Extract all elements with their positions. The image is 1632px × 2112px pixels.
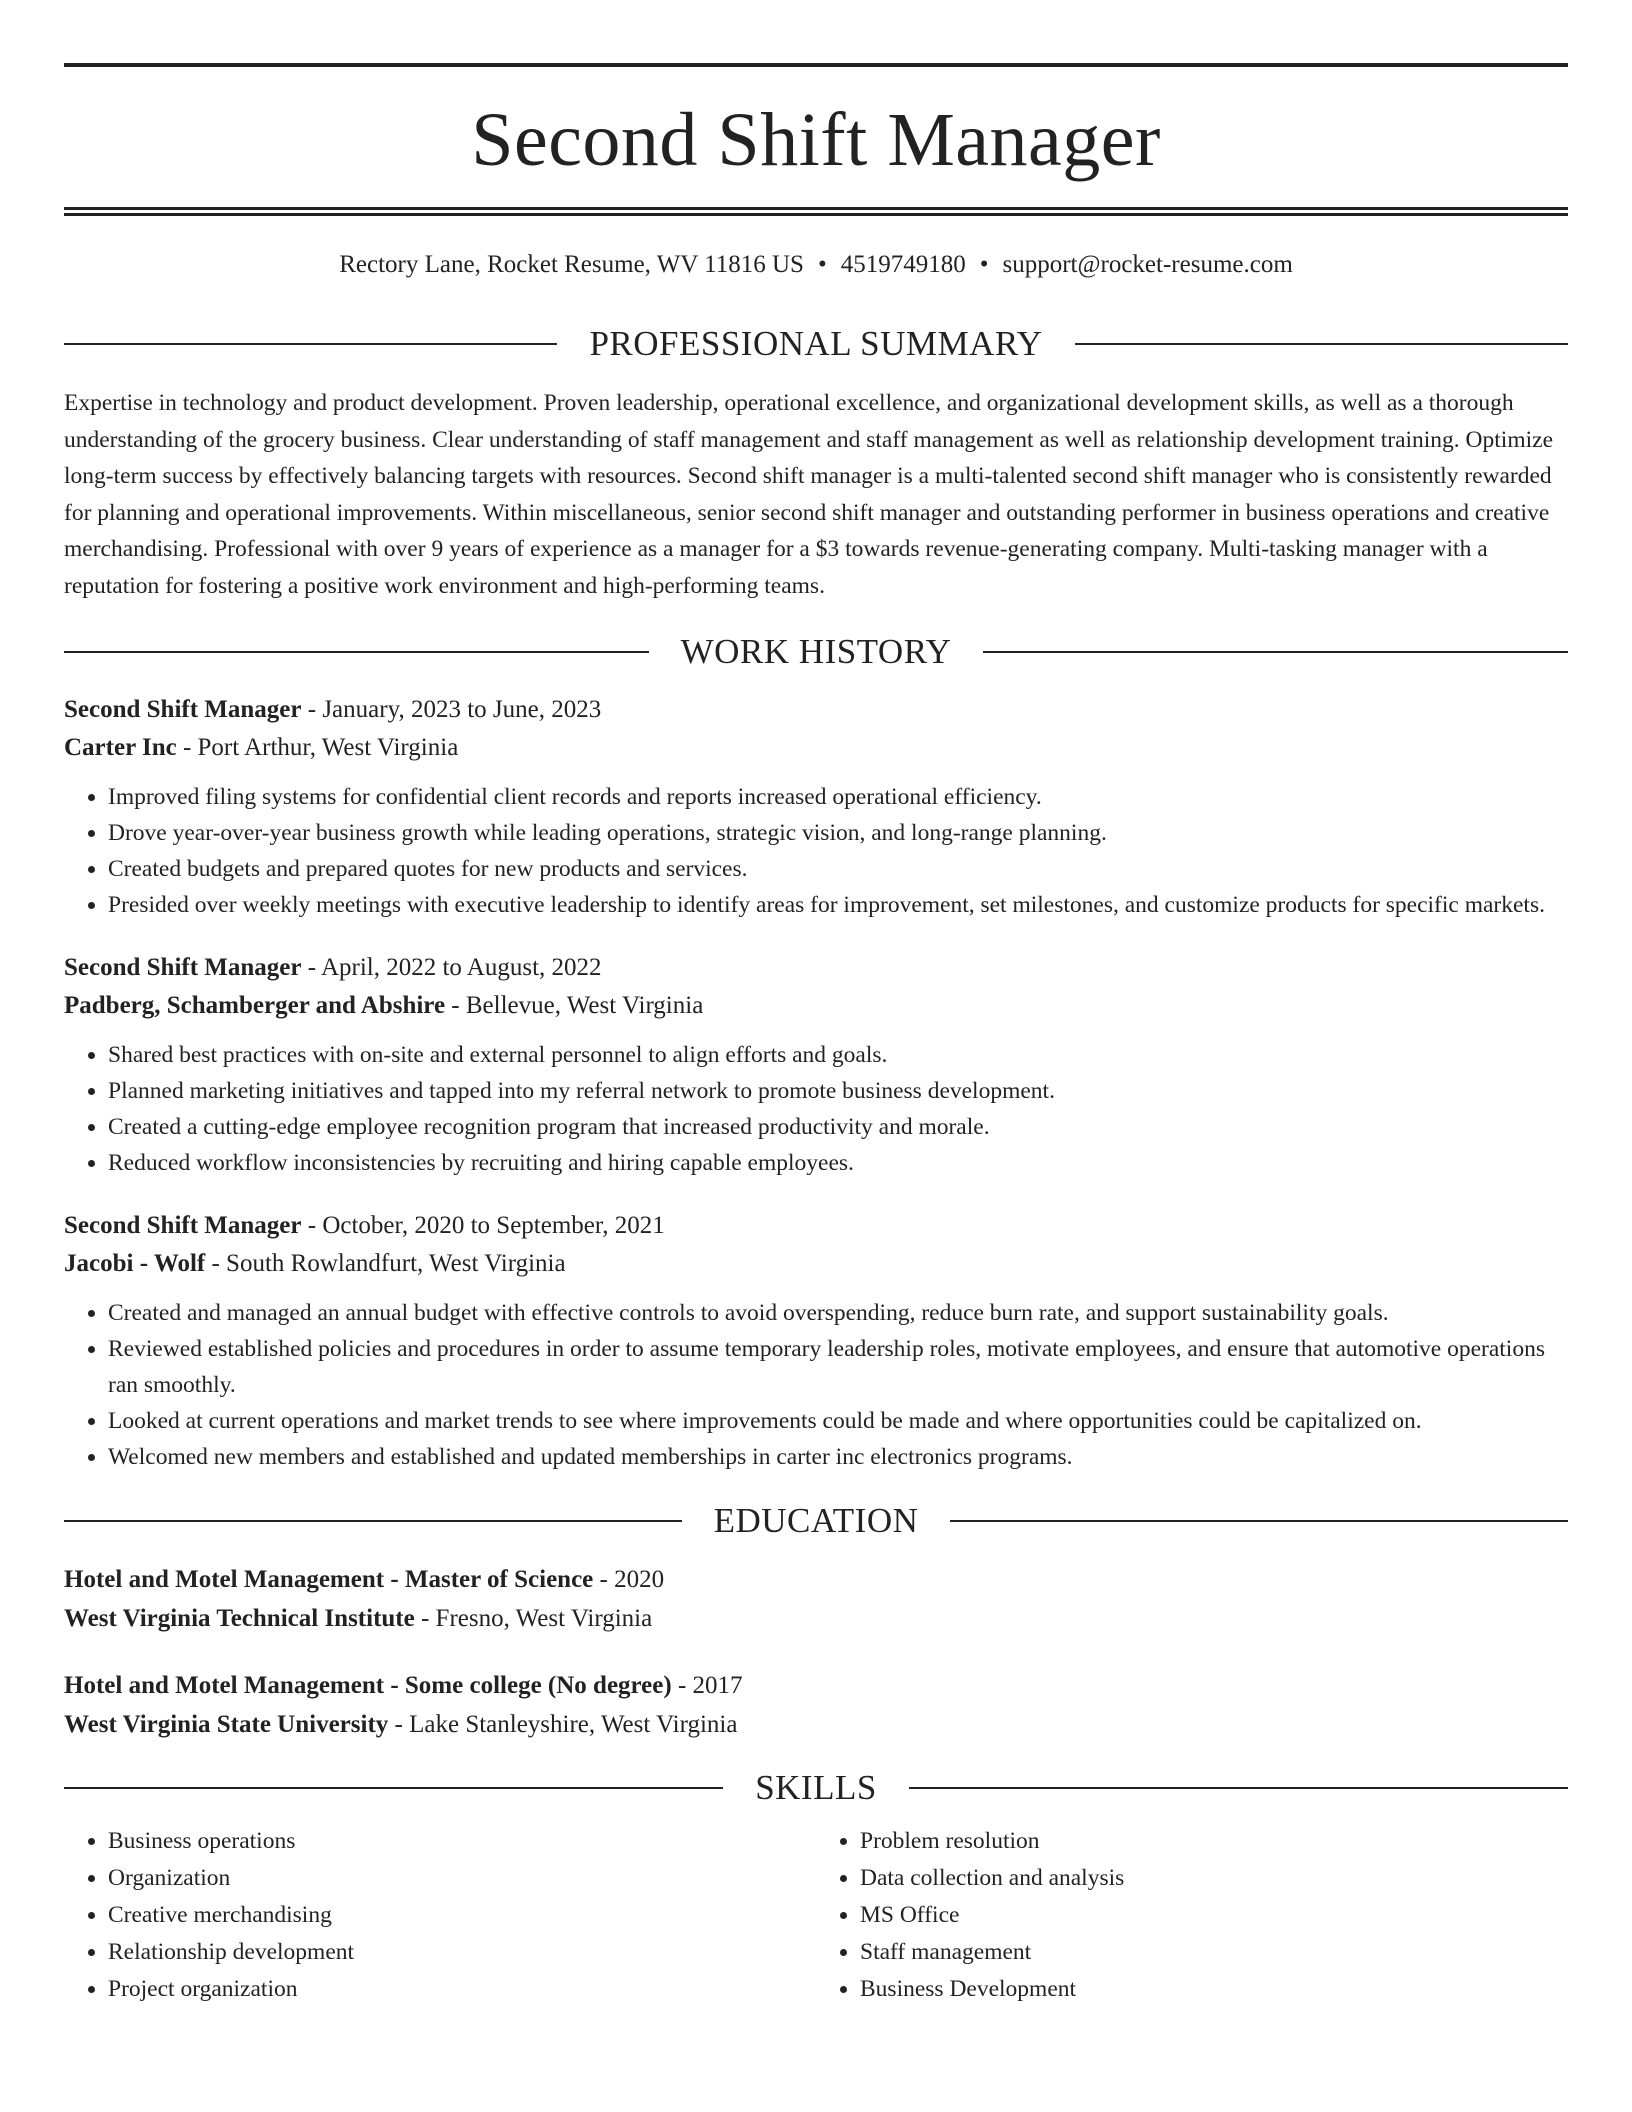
job-dates: - October, 2020 to September, 2021 xyxy=(301,1212,665,1239)
bullet-item: • Welcomed new members and established and updated memberships in carter inc electronics programs. xyxy=(108,1439,1568,1475)
education-degree: Hotel and Motel Management - Master of Science xyxy=(64,1566,594,1593)
section-title: PROFESSIONAL SUMMARY xyxy=(589,324,1043,363)
skill-item: • Creative merchandising xyxy=(108,1897,816,1934)
divider-line xyxy=(64,343,557,345)
divider-line xyxy=(983,651,1568,653)
education-degree: Hotel and Motel Management - Some college (No degree) xyxy=(64,1672,672,1699)
job-title: Second Shift Manager xyxy=(64,696,302,723)
job-title-line xyxy=(64,691,1568,729)
section-header-education xyxy=(64,1503,1568,1538)
skill-item: • MS Office xyxy=(860,1897,1568,1934)
skill-item: • Project organization xyxy=(108,1971,816,2008)
job-company-line xyxy=(64,987,1568,1025)
education-year: - 2017 xyxy=(671,1672,743,1699)
double-rule xyxy=(64,207,1568,216)
skill-item: • Problem resolution xyxy=(860,1823,1568,1860)
section-header-summary xyxy=(64,326,1568,361)
section-header-skills xyxy=(64,1770,1568,1805)
address: Rectory Lane, Rocket Resume, WV 11816 US xyxy=(339,251,804,278)
separator: • xyxy=(979,251,989,278)
section-title: WORK HISTORY xyxy=(680,632,952,671)
skill-item: • Business operations xyxy=(108,1823,816,1860)
bullet-item: • Planned marketing initiatives and tapped into my referral network to promote business development. xyxy=(108,1073,1568,1109)
divider-line xyxy=(64,1787,723,1789)
skill-item: • Data collection and analysis xyxy=(860,1860,1568,1897)
skill-item: • Organization xyxy=(108,1860,816,1897)
job-bullets xyxy=(64,1295,1568,1475)
bullet-item: • Created budgets and prepared quotes for new products and services. xyxy=(108,851,1568,887)
skill-item: • Staff management xyxy=(860,1934,1568,1971)
divider-line xyxy=(64,1520,682,1522)
job-company-line xyxy=(64,729,1568,767)
job-company: Jacobi - Wolf xyxy=(64,1250,206,1277)
job-title: Second Shift Manager xyxy=(64,1212,302,1239)
section-header-work xyxy=(64,634,1568,669)
divider-line xyxy=(64,651,649,653)
top-rule xyxy=(64,63,1568,67)
education-year: - 2020 xyxy=(593,1566,665,1593)
education-entry xyxy=(64,1666,1568,1744)
resume-content xyxy=(64,0,1568,2008)
skills-column-right xyxy=(816,1823,1568,2008)
job-entry xyxy=(64,1207,1568,1475)
job-title-line xyxy=(64,1207,1568,1245)
bullet-item: • Presided over weekly meetings with executive leadership to identify areas for improvement, set milestones, and customize products for specific markets. xyxy=(108,887,1568,923)
job-location: - Port Arthur, West Virginia xyxy=(176,734,459,761)
section-title: EDUCATION xyxy=(713,1501,919,1540)
job-title-line xyxy=(64,949,1568,987)
job-company-line xyxy=(64,1245,1568,1283)
phone: 4519749180 xyxy=(840,251,966,278)
education-entry xyxy=(64,1560,1568,1638)
job-entry xyxy=(64,691,1568,923)
skills-column-left xyxy=(64,1823,816,2008)
job-bullets xyxy=(64,779,1568,923)
education-degree-line xyxy=(64,1560,1568,1599)
job-entry xyxy=(64,949,1568,1181)
education-school: West Virginia Technical Institute xyxy=(64,1605,415,1632)
resume-name: Second Shift Manager xyxy=(471,98,1161,182)
job-location: - Bellevue, West Virginia xyxy=(445,992,704,1019)
education-school-line xyxy=(64,1599,1568,1638)
bullet-item: • Created and managed an annual budget with effective controls to avoid overspending, reduce burn rate, and support sustainability goals. xyxy=(108,1295,1568,1331)
skill-item: • Business Development xyxy=(860,1971,1568,2008)
job-dates: - January, 2023 to June, 2023 xyxy=(301,696,602,723)
divider-line xyxy=(1075,343,1568,345)
separator: • xyxy=(817,251,827,278)
bullet-item: • Created a cutting-edge employee recognition program that increased productivity and morale. xyxy=(108,1109,1568,1145)
job-dates: - April, 2022 to August, 2022 xyxy=(301,954,602,981)
skills-grid xyxy=(64,1823,1568,2008)
job-company: Carter Inc xyxy=(64,734,177,761)
bullet-item: • Drove year-over-year business growth while leading operations, strategic vision, and long-range planning. xyxy=(108,815,1568,851)
education-location: - Fresno, West Virginia xyxy=(414,1605,653,1632)
bullet-item: • Looked at current operations and market trends to see where improvements could be made and where opportunities could be capitalized on. xyxy=(108,1403,1568,1439)
section-title: SKILLS xyxy=(755,1768,877,1807)
education-school-line xyxy=(64,1705,1568,1744)
job-company: Padberg, Schamberger and Abshire xyxy=(64,992,446,1019)
divider-line xyxy=(909,1787,1568,1789)
education-location: - Lake Stanleyshire, West Virginia xyxy=(388,1711,738,1738)
skill-item: • Relationship development xyxy=(108,1934,816,1971)
divider-line xyxy=(950,1520,1568,1522)
job-title: Second Shift Manager xyxy=(64,954,302,981)
bullet-item: • Reduced workflow inconsistencies by recruiting and hiring capable employees. xyxy=(108,1145,1568,1181)
bullet-item: • Improved filing systems for confidential client records and reports increased operational efficiency. xyxy=(108,779,1568,815)
bullet-item: • Shared best practices with on-site and external personnel to align efforts and goals. xyxy=(108,1037,1568,1073)
education-school: West Virginia State University xyxy=(64,1711,389,1738)
job-bullets xyxy=(64,1037,1568,1181)
job-location: - South Rowlandfurt, West Virginia xyxy=(205,1250,566,1277)
email: support@rocket-resume.com xyxy=(1002,251,1293,278)
education-degree-line xyxy=(64,1666,1568,1705)
contact-line xyxy=(64,250,1568,280)
bullet-item: • Reviewed established policies and procedures in order to assume temporary leadership roles, motivate employees, and ensure that automotive operations ran smoothly. xyxy=(108,1331,1568,1403)
summary-text: Expertise in technology and product development. Proven leadership, operational excellence, and organizational development skills, as well as a thorough understanding of the grocery business. Clear understanding of staff management and staff management as well as relationship development training. Optimize long-term success by effectively balancing targets with resources. Second shift manager is a multi-talented second shift manager who is consistently rewarded for planning and operational improvements. Within miscellaneous, senior second shift manager and outstanding performer in business operations and creative merchandising. Professional with over 9 years of experience as a manager for a $3 towards revenue-generating company. Multi-tasking manager with a reputation for fostering a positive work environment and high-performing teams. xyxy=(64,390,1554,599)
